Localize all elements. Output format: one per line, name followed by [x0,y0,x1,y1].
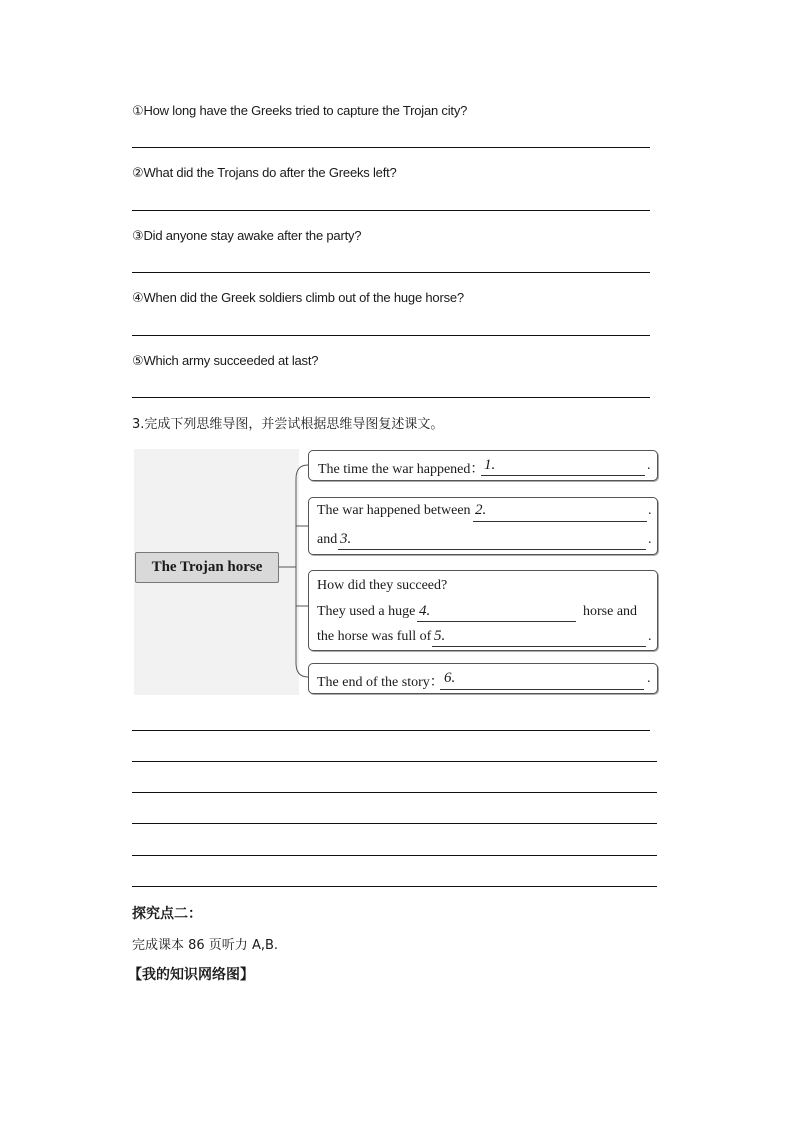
retell-line-5[interactable] [132,855,657,856]
retell-line-3[interactable] [132,792,657,793]
retell-line-6[interactable] [132,886,657,887]
mindmap-box-end [308,663,658,694]
blank-2-number: 2. [475,502,487,518]
box-how-end: . [648,629,652,644]
retell-line-1[interactable] [132,730,650,731]
section-2-title: 探究点二： [132,906,202,922]
answer-line-4[interactable] [132,335,650,336]
box-how-line2b: horse and [583,604,638,619]
blank-1-number: 1. [484,457,496,473]
box-end-label: The end of the story： [317,675,444,690]
box-between-end1: . [648,503,652,518]
question-2: ②What did the Trojans do after the Greeks left? [132,165,397,180]
blank-4-line[interactable] [417,621,576,622]
knowledge-network-title: 【我的知识网络图】 [128,967,254,983]
box-how-line2a: They used a huge [317,604,416,619]
blank-5-line[interactable] [432,646,646,647]
retell-line-2[interactable] [132,761,657,762]
blank-2-line[interactable] [473,521,647,522]
box-between-line2: and [317,532,338,547]
box-how-line1: How did they succeed? [317,578,448,593]
answer-line-5[interactable] [132,397,650,398]
blank-6-line[interactable] [440,689,644,690]
box-how-line3: the horse was full of [317,629,432,644]
box-end-end: . [647,671,651,686]
answer-line-1[interactable] [132,147,650,148]
mindmap-box-time [308,450,658,481]
question-3: ③Did anyone stay awake after the party? [132,228,362,243]
answer-line-2[interactable] [132,210,650,211]
box-time-label: The time the war happened： [318,462,485,477]
box-between-line1: The war happened between [317,503,471,518]
blank-5-number: 5. [434,628,446,644]
mindmap-box-between [308,497,658,555]
blank-3-number: 3. [340,531,352,547]
mindmap-box-how [308,570,658,651]
blank-4-number: 4. [419,603,431,619]
question-5: ⑤Which army succeeded at last? [132,353,319,368]
box-between-end2: . [648,532,652,547]
blank-1-line[interactable] [481,475,645,476]
question-4: ④When did the Greek soldiers climb out of the huge horse? [132,290,464,305]
retell-line-4[interactable] [132,823,657,824]
box-time-end: . [647,458,651,473]
blank-3-line[interactable] [338,549,646,550]
blank-6-number: 6. [444,670,456,686]
question-1: ①How long have the Greeks tried to capture the Trojan city? [132,103,468,118]
answer-line-3[interactable] [132,272,650,273]
task-3-instruction: 3.完成下列思维导图，并尝试根据思维导图复述课文。 [132,417,444,432]
section-2-text: 完成课本 86 页听力 A,B. [132,938,279,953]
mindmap-center-topic: The Trojan horse [135,552,279,583]
